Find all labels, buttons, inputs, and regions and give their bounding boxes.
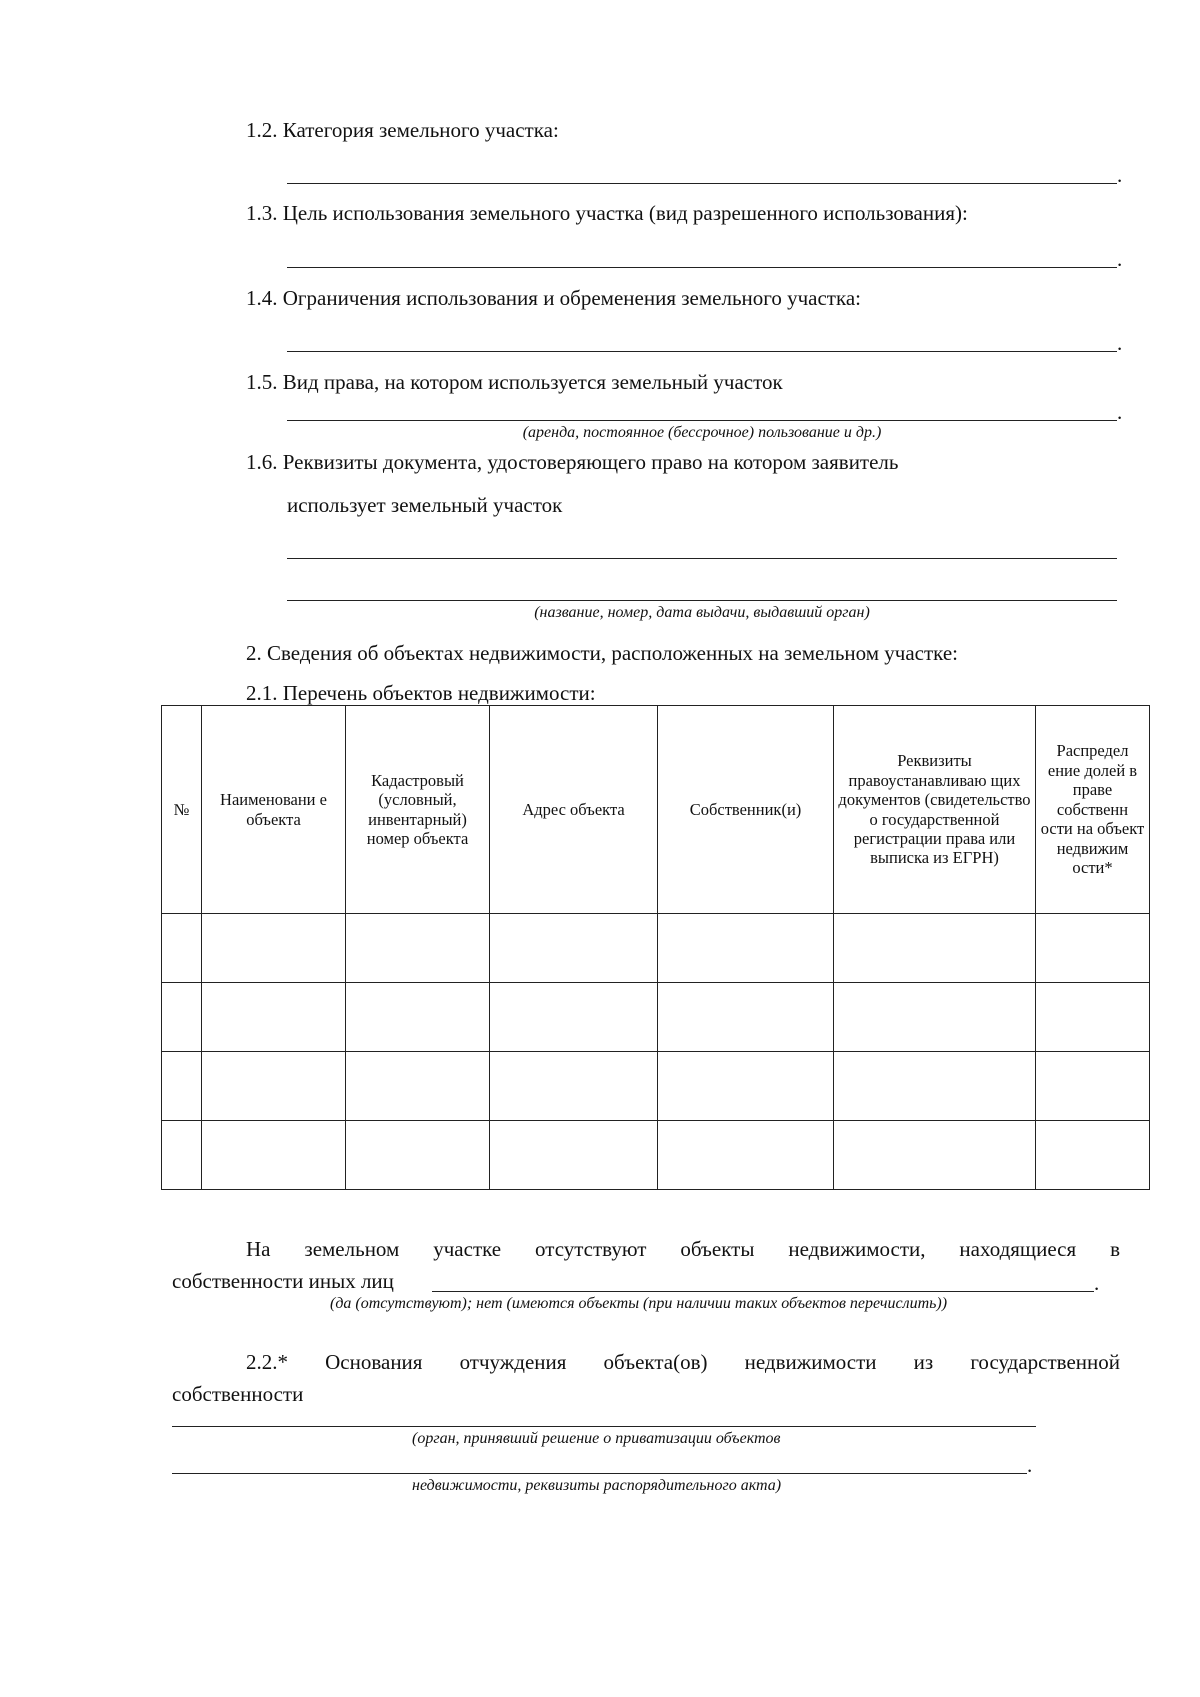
table-cell[interactable] [490,1052,658,1121]
field-document-input-line-2[interactable] [287,600,1117,601]
field-document-input-line-1[interactable] [287,558,1117,559]
table-row [162,914,1150,983]
table-cell[interactable] [1036,1121,1150,1190]
field-restrictions-dot: . [1117,331,1123,355]
table-cell[interactable] [658,983,834,1052]
field-document-hint: (название, номер, дата выдачи, выдавший орган) [534,604,870,621]
header-object-address: Адрес объекта [490,706,658,914]
section22-hint2: недвижимости, реквизиты распорядительного акта) [412,1477,782,1494]
absence-note [172,1235,1120,1263]
field-document-label-line2: использует земельный участок [287,493,563,517]
table-cell[interactable] [162,914,202,983]
absence-note-line1: На земельном участке отсутствуют объекты недвижимости, находящиеся в [246,1237,1120,1261]
header-share-distribution: Распредел ение долей в праве собственн ости на объект недвижим ости* [1036,706,1150,914]
table-cell[interactable] [346,1052,490,1121]
section2-subheading: 2.1. Перечень объектов недвижимости: [246,681,596,705]
field-right-type-hint: (аренда, постоянное (бессрочное) пользование и др.) [522,424,882,441]
table-cell[interactable] [346,983,490,1052]
header-object-name: Наименовани е объекта [202,706,346,914]
table-cell[interactable] [834,914,1036,983]
field-document-label-line1: 1.6. Реквизиты документа, удостоверяющего право на котором заявитель [246,450,899,474]
field-purpose-label: 1.3. Цель использования земельного участка (вид разрешенного использования): [246,201,968,225]
absence-note-dot: . [1094,1271,1100,1295]
table-cell[interactable] [162,1052,202,1121]
absence-note-input-line[interactable] [432,1291,1094,1292]
header-owners: Собственник(и) [658,706,834,914]
table-cell[interactable] [346,914,490,983]
section22-hint1: (орган, принявший решение о приватизации объектов [412,1430,781,1447]
section2-heading: 2. Сведения об объектах недвижимости, расположенных на земельном участке: [246,641,958,665]
table-row [162,1052,1150,1121]
field-category-dot: . [1117,163,1123,187]
field-right-type-dot: . [1117,400,1123,424]
field-category-input-line[interactable] [287,183,1117,184]
table-cell[interactable] [202,1121,346,1190]
table-cell[interactable] [490,983,658,1052]
table-header-row [162,706,1150,914]
absence-note-hint: (да (отсутствуют); нет (имеются объекты (при наличии таких объектов перечислить)) [330,1295,948,1312]
header-number: № [162,706,202,914]
table-cell[interactable] [202,914,346,983]
table-cell[interactable] [834,1121,1036,1190]
table-cell[interactable] [658,914,834,983]
table-cell[interactable] [162,1121,202,1190]
table-cell[interactable] [202,983,346,1052]
field-purpose-dot: . [1117,247,1123,271]
table-cell[interactable] [490,1121,658,1190]
table-cell[interactable] [1036,914,1150,983]
table-cell[interactable] [1036,1052,1150,1121]
table-row [162,983,1150,1052]
field-restrictions-input-line[interactable] [287,351,1117,352]
table-row [162,1121,1150,1190]
section22-input-line-2[interactable] [172,1473,1027,1474]
table-cell[interactable] [162,983,202,1052]
table-cell[interactable] [346,1121,490,1190]
field-purpose-input-line[interactable] [287,267,1117,268]
section22-dot: . [1027,1453,1033,1477]
section22-line1: 2.2.* Основания отчуждения объекта(ов) недвижимости из государственной [246,1350,1120,1374]
section22-line2: собственности [172,1382,304,1406]
field-right-type-label: 1.5. Вид права, на котором используется земельный участок [246,370,783,394]
table-cell[interactable] [834,1052,1036,1121]
table-cell[interactable] [490,914,658,983]
section22-text [172,1348,1120,1376]
table-cell[interactable] [1036,983,1150,1052]
table-cell[interactable] [658,1052,834,1121]
table-cell[interactable] [658,1121,834,1190]
field-restrictions-label: 1.4. Ограничения использования и обременения земельного участка: [246,286,862,310]
field-right-type-input-line[interactable] [287,420,1117,421]
real-estate-objects-table [161,705,1150,1190]
absence-note-line2: собственности иных лиц [172,1269,394,1293]
table-cell[interactable] [834,983,1036,1052]
field-category-label: 1.2. Категория земельного участка: [246,118,559,142]
section22-input-line-1[interactable] [172,1426,1036,1427]
header-title-documents: Реквизиты правоустанавливаю щих документов (свидетельство о государственной регистрации права или выписка из ЕГРН) [834,706,1036,914]
table-cell[interactable] [202,1052,346,1121]
header-cadastral-number: Кадастровый (условный, инвентарный) номер объекта [346,706,490,914]
